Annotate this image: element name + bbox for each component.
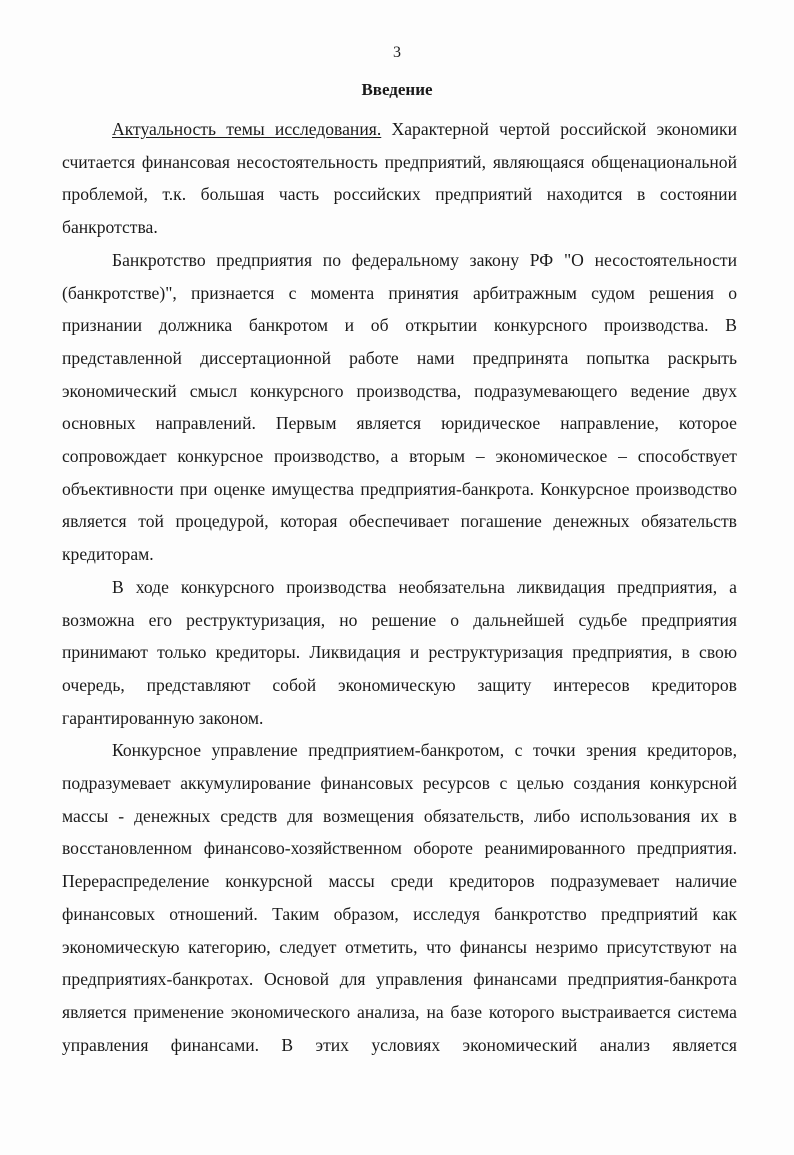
paragraph: В ходе конкурсного производства необязательна ликвидация предприятия, а возможна его реструктуризация, но решение о дальнейшей судьбе предприятия принимают только кредиторы. Ликвидация и реструктуризация предприятия, в свою очередь, представляют собой экономическую защиту интересов кредиторов гарантированную законом. <box>62 576 737 728</box>
paragraph-intro <box>62 113 737 244</box>
section-heading: Введение <box>361 80 433 99</box>
paragraph: Конкурсное управление предприятием-банкротом, с точки зрения кредиторов, подразумевает аккумулирование финансовых ресурсов с целью создания конкурсной массы - денежных средств для возмещения обязательств, либо использования их в восстановленном финансово-хозяйственном обороте реанимированного предприятия. Перераспределение конкурсной массы среди кредиторов подразумевает наличие финансовых отношений. Таким образом, исследуя банкротство предприятий как экономическую категорию, следует отметить, что финансы незримо присутствуют на предприятиях-банкротах. Основой для управления финансами предприятия-банкрота является применение экономического анализа, на базе которого выстраивается система управления финансами. В этих условиях экономический анализ является <box>62 740 737 1055</box>
body-text <box>62 113 737 1061</box>
intro-text: Характерной чертой российской экономики считается финансовая несостоятельность предприятий, являющаяся общенациональной проблемой, т.к. большая часть российских предприятий находится в состоянии банкротства. <box>62 119 738 238</box>
topic-relevance-label: Актуальность темы исследования. <box>112 119 382 139</box>
paragraph: Банкротство предприятия по федеральному закону РФ "О несостоятельности (банкротстве)", признается с момента принятия арбитражным судом решения о признании должника банкротом и об открытии конкурсного производства. В представленной диссертационной работе нами предпринята попытка раскрыть экономический смысл конкурсного производства, подразумевающего ведение двух основных направлений. Первым является юридическое направление, которое сопровождает конкурсное производство, а вторым – экономическое – способствует объективности при оценке имущества предприятия-банкрота. Конкурсное производство является той процедурой, которая обеспечивает погашение денежных обязательств кредиторам. <box>62 249 737 565</box>
page-number: 3 <box>393 44 401 61</box>
